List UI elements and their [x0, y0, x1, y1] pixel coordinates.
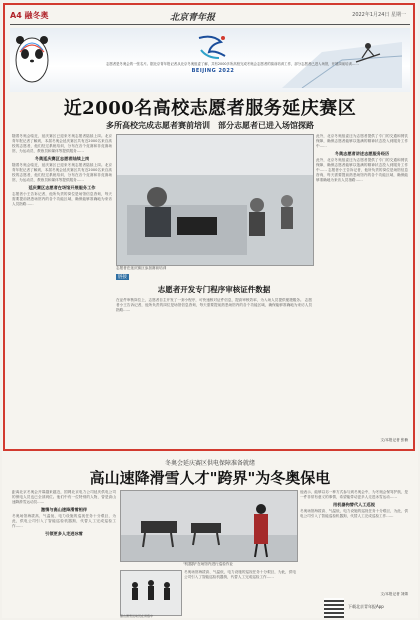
- story1-col1-text-cont: 随着冬奥会临近，延庆赛区已迎来冬奥志愿者陆续上岗。北京青年报记者了解到，本届冬奥会延庆赛区共有近2000名来自高校的志愿者，他们经过系统培训，分布在各个竞赛和非竞赛场馆，为运动员、教练员和媒体等提供服务……: [12, 163, 112, 182]
- story2-col3-text: 他表示，能够以另一种方式参与到冬奥会中，为冬奥会保驾护航，是一件非常有意义的事情，希望能带动更多人走进冰雪运动……: [300, 490, 408, 499]
- story2-headline: 高山速降滑雪人才"跨界"为冬奥保电: [89, 469, 331, 487]
- header-rule: [10, 24, 410, 25]
- story1-column-1: [12, 134, 112, 436]
- story1-col1-text-cont2: 志愿者小王告诉记者，他所负责的岗位是场馆信息咨询，每天需要提前熟悉场馆内的各个功能区域，确保能够准确地为来访人员指路……: [12, 192, 112, 206]
- story1-column-3: [316, 134, 408, 436]
- sidebar-text-cont: 志愿者小王告诉记者，他所负责的岗位是场馆信息咨询，每天需要提前熟悉场馆内的各个功能区域，确保能够准确地为来访人员指路……: [116, 298, 312, 312]
- story1-section-1: 冬奥延庆赛区志愿者陆续上岗: [34, 156, 90, 161]
- page-header: [10, 10, 410, 24]
- story2-section-3: 引领更多人走进冰雪: [45, 531, 83, 536]
- story2-photo1-caption: "机器狗"在场馆内进行巡检作业: [182, 562, 234, 566]
- story1-col3-text-cont: 此外，北京冬奥组委还为志愿者提供了专门的交通和餐饮保障，确保志愿者能够以饱满的精神状态投入到服务工作中……: [316, 158, 408, 172]
- story1-col3-text-cont2: 志愿者小王告诉记者，他所负责的岗位是场馆信息咨询，每天需要提前熟悉场馆内的各个功能区域，确保能够准确地为来访人员指路……: [316, 168, 408, 182]
- story2-photo-1: [120, 490, 298, 562]
- sidebar-title: 志愿者开发专门程序审核证件数据: [157, 285, 271, 294]
- story1-section-2: 延庆赛区志愿者在场馆开展服务工作: [28, 185, 96, 190]
- logo-caption: BEIJING 2022: [191, 68, 235, 74]
- story2-section-1: 激情与高山速降滑雪相伴: [40, 507, 88, 512]
- story1-photo: [116, 134, 314, 266]
- story2-col3-text-cont: 冬奥场馆海拔高、气温低，电力设施的巡视任务十分艰巨，为此，供电公司引入了智能巡检机器狗，代替人工完成巡检工作……: [300, 509, 408, 518]
- sidebar-text: 在证件审核岗位上，志愿者自主开发了一套小程序，可快速核对证件信息，提高审核效率，为入场人员提供便捷服务。: [116, 298, 304, 302]
- story1-headline: 近2000名高校志愿者服务延庆赛区: [63, 98, 357, 119]
- story2-section-2: 用机器狗替代人工巡视: [333, 502, 375, 507]
- masthead: 北京青年报: [170, 13, 216, 23]
- story2-photo-2: [120, 570, 182, 616]
- olympic-banner: [10, 28, 410, 92]
- skiers-photo-icon: [121, 571, 181, 615]
- story1-photo-caption: 志愿者在延庆赛区参加赛前培训: [116, 266, 167, 270]
- qr-label: 下载北京青年报App: [348, 604, 384, 609]
- bing-dwen-dwen-mascot-icon: [12, 28, 52, 88]
- story2-photo2-caption: 高山滑雪运动员在训练中: [120, 614, 154, 618]
- story2-byline: 文/本报记者 刘婧: [380, 592, 408, 596]
- lead-paragraph: 志愿者是冬奥会的一张名片。据北京青年报记者从北京冬奥组委了解，共有2000多所高校完成冬奥会志愿者的赛前培训工作，部分志愿者已进入场馆，开展岗前培训……: [106, 62, 359, 66]
- story2-col2-text: 冬奥场馆海拔高、气温低，电力设施的巡视任务十分艰巨，为此，供电公司引入了智能巡检机器狗，代替人工完成巡检工作……: [184, 570, 296, 579]
- robot-dog-inspection-photo-icon: [121, 491, 297, 561]
- story2-col1-text-cont: 冬奥场馆海拔高、气温低，电力设施的巡视任务十分艰巨，为此，供电公司引入了智能巡检机器狗，代替人工完成巡检工作……: [12, 514, 116, 528]
- issue-date: 2022年1月24日 星期一: [352, 12, 406, 18]
- newspaper-page: [2, 2, 418, 618]
- story1-col3-text: 此外，北京冬奥组委还为志愿者提供了专门的交通和餐饮保障，确保志愿者能够以饱满的精神状态投入到服务工作中……: [316, 134, 408, 148]
- beijing-2022-logo-icon: [185, 32, 241, 64]
- story1-byline: 文/本报记者 张楠: [380, 438, 408, 442]
- ski-jump-illustration-icon: [282, 32, 402, 88]
- story2-column-3: [300, 490, 408, 590]
- story1-col1-text: 随着冬奥会临近，延庆赛区已迎来冬奥志愿者陆续上岗。北京青年报记者了解到，本届冬奥会延庆赛区共有近2000名来自高校的志愿者，他们经过系统培训，分布在各个竞赛和非竞赛场馆，为运动员、教练员和媒体等提供服务……: [12, 134, 112, 153]
- story2-column-2: [184, 570, 296, 616]
- story1-subhead: 多所高校完成志愿者赛前培训 部分志愿者已进入场馆探路: [106, 121, 314, 130]
- story1-section-3: 冬奥志愿者讲述志愿服务经历: [334, 151, 390, 156]
- volunteers-training-photo-icon: [117, 135, 313, 265]
- story2-column-1: [12, 490, 116, 616]
- page-label: A4 融冬奥: [10, 11, 49, 20]
- story2-col1-text: 距离北京冬奥会开幕越来越近，国网北京电力公司延庆供电公司的保电人员也已全部到位。他们中有一位特别的人物，曾是高山速降滑雪运动员……: [12, 490, 116, 504]
- sidebar-body: [116, 298, 312, 398]
- qr-code-icon: [324, 598, 344, 618]
- sidebar-tag: 链接: [118, 275, 127, 280]
- story2-kicker: 冬奥会延庆赛区供电保障准备就绪: [164, 460, 255, 467]
